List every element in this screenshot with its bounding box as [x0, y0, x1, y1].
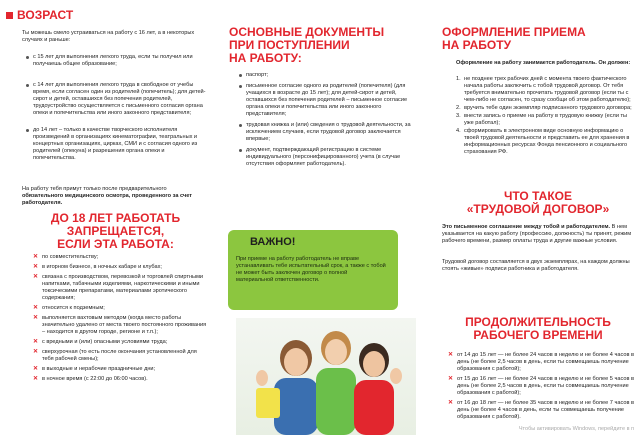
- hours-list: [448, 352, 634, 424]
- section-contract-title: ЧТО ТАКОЕ «ТРУДОВОЙ ДОГОВОР»: [466, 189, 610, 216]
- registration-steps: [456, 76, 632, 157]
- column-age: [0, 0, 213, 435]
- list-item: ✕ относится к подземным;: [33, 305, 209, 312]
- list-item: ✕ в игорном бизнесе, в ночных кабаре и клубах;: [33, 264, 209, 271]
- list-item: с 14 лет для выполнения легкого труда в свободное от учебы время, если согласен один из родителей (попечитель); для детей-сирот и детей, оставшихся без попечения родителей, трудоустройство осуществляется с письменного согласия органа опеки и попечительства или иного законного представителя;: [24, 82, 208, 117]
- list-item: ✕ от 14 до 15 лет — не более 24 часов в неделю и не более 4 часов в день (не более 2,5 часов в день, если ты совмещаешь получение образования с работой);: [448, 352, 634, 373]
- list-item: ✕ с вредными и (или) опасными условиями труда;: [33, 339, 209, 346]
- list-item: ✕ связана с производством, перевозкой и торговлей спиртными напитками, табачными изделиями, наркотическими и иными токсическими препаратами, материалами эротического содержания;: [33, 274, 209, 302]
- list-item: ✕ от 16 до 18 лет — не более 35 часов в неделю и не более 7 часов в день (не более 4 часов в день, если ты совмещаешь получение образования с работой).: [448, 400, 634, 421]
- list-item: письменное согласие одного из родителей (попечителя) (для учащихся в возрасте до 15 лет); для детей-сирот и детей, оставшихся без попечения родителей – письменное согласие органа опеки и попечительства или иного законного представителя;: [237, 83, 415, 118]
- important-box: [228, 230, 398, 310]
- list-item: 2. вручить тебе один экземпляр подписанного трудового договора;: [456, 105, 632, 111]
- section-registration-title: ОФОРМЛЕНИЕ ПРИЕМА НА РАБОТУ: [442, 25, 586, 52]
- age-intro: Ты можешь смело устраиваться на работу с 16 лет, а в некоторых случаях и раньше:: [22, 30, 195, 43]
- forbidden-list: [33, 254, 209, 386]
- list-item: ✕ выполняется вахтовым методом (когда место работы значительно удалено от места твоего постоянного проживания – находится в другом городе, регионе и т.п.);: [33, 315, 209, 336]
- list-item: с 15 лет для выполнения легкого труда, если ты получил или получаешь общее образование;: [24, 54, 208, 68]
- important-title: ВАЖНО!: [250, 236, 296, 248]
- age-list: [24, 54, 208, 165]
- list-item: ✕ по совместительству;: [33, 254, 209, 261]
- important-text: При приеме на работу работодатель не вправе устанавливать тебе испытательный срок, а также с тобой не может быть заключен договор о полной материальной ответственности.: [236, 256, 386, 283]
- teens-thumbs-up-illustration: [236, 318, 416, 435]
- windows-activation-watermark: Чтобы активировать Windows, перейдите в п: [518, 426, 634, 432]
- list-item: паспорт;: [237, 72, 415, 79]
- contract-definition: Это письменное соглашение между тобой и работодателем. В нем указывается на какую работу (профессию, должность) ты принят, режим рабочего времени, размер оплаты труда и другие важные условия.: [442, 224, 632, 244]
- section-documents-title: ОСНОВНЫЕ ДОКУМЕНТЫ ПРИ ПОСТУПЛЕНИИ НА РАБОТУ:: [229, 25, 385, 65]
- medical-note: На работу тебя примут только после предварительного обязательного медицинского осмотра, проведенного за счет работодателя.: [22, 186, 193, 206]
- list-item: ✕ в выходные и нерабочие праздничные дни;: [33, 366, 209, 373]
- list-item: 1. не позднее трех рабочих дней с момента твоего фактического начала работы заключить с тобой трудовой договор. От тебя требуется внимательно прочитать трудовой договор (если ты с чем-либо не согласен, то сразу сообщи об этом работодателю);: [456, 76, 631, 103]
- list-item: 3. внести запись о приеме на работу в трудовую книжку (если ты уже работал);: [456, 113, 628, 126]
- list-item: документ, подтверждающий регистрацию в системе индивидуального (персонифицированного) учета (в случае отсутствия оформляет работодатель).: [237, 147, 415, 168]
- red-square-icon: [6, 12, 13, 19]
- column-registration: [426, 0, 640, 435]
- section-forbidden-title: ДО 18 ЛЕТ РАБОТАТЬ ЗАПРЕЩАЕТСЯ, ЕСЛИ ЭТА РАБОТА:: [50, 211, 181, 251]
- teens-photo: [236, 318, 416, 435]
- list-item: ✕ от 15 до 16 лет — не более 24 часов в неделю и не более 5 часов в день (не более 2,5 часов в день, если ты совмещаешь получение образования с работой);: [448, 376, 634, 397]
- registration-lead: Оформление на работу занимается работодатель. Он должен:: [456, 60, 631, 66]
- documents-list: [237, 72, 415, 171]
- list-item: ✕ в ночное время (с 22:00 до 06:00 часов).: [33, 376, 209, 383]
- contract-copies: Трудовой договор составляется в двух экземплярах, на каждом должны стоять «живые» подписи работника и работодателя.: [442, 259, 630, 272]
- list-item: 4. сформировать в электронном виде основную информацию о твоей трудовой деятельности и представить ее для хранения в информационных ресурсах Фонда пенсионного и социального страхования РФ.: [456, 128, 630, 155]
- section-age-title: ВОЗРАСТ: [6, 9, 73, 22]
- section-hours-title: ПРОДОЛЖИТЕЛЬНОСТЬ РАБОЧЕГО ВРЕМЕНИ: [465, 315, 611, 342]
- list-item: до 14 лет – только в качестве творческого исполнителя произведений в организациях кинематографии, театральных и концертных организациях, цирках, СМИ и с согласия одного из родителей (опекуна) и разрешения органа опеки и попечительства.: [24, 127, 208, 162]
- list-item: трудовая книжка и (или) сведения о трудовой деятельности, за исключением случаев, если трудовой договор заключается впервые;: [237, 122, 415, 143]
- list-item: ✕ сверхурочная (то есть после окончания установленной для тебя рабочей смены);: [33, 349, 209, 363]
